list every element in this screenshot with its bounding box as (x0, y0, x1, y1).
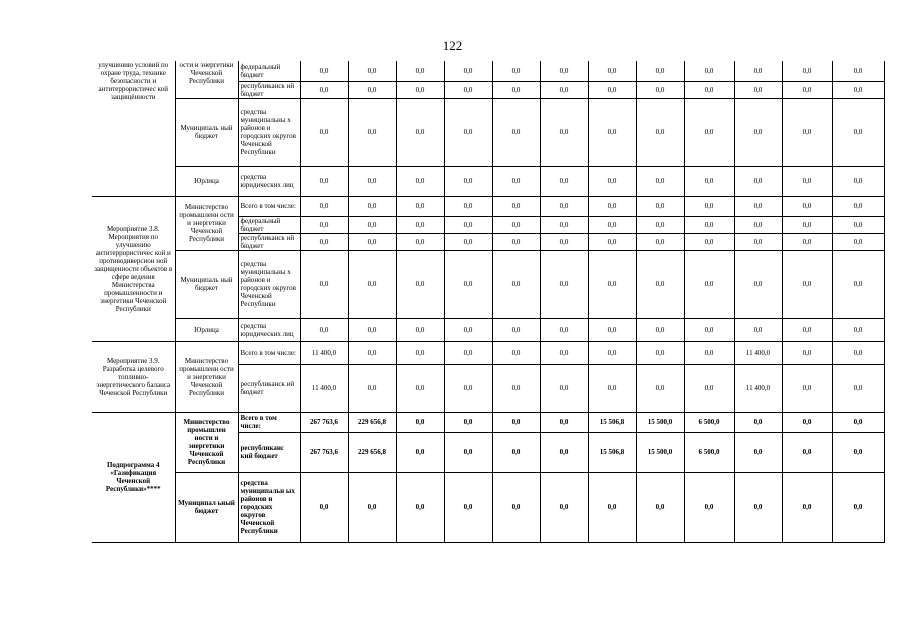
value-cell: 0,0 (444, 412, 492, 432)
value-cell: 0,0 (492, 250, 540, 318)
value-cell: 0,0 (684, 81, 734, 98)
value-cell: 0,0 (444, 472, 492, 542)
value-cell: 0,0 (396, 98, 444, 166)
value-cell: 0,0 (540, 432, 588, 472)
value-cell: 6 500,0 (684, 432, 734, 472)
table-row (92, 250, 884, 318)
value-cell: 0,0 (492, 61, 540, 81)
value-cell: 0,0 (444, 61, 492, 81)
value-cell: 11 400,0 (734, 364, 782, 412)
value-cell: 0,0 (636, 216, 684, 233)
value-cell: 0,0 (588, 364, 636, 412)
value-cell: 0,0 (492, 364, 540, 412)
value-cell: 0,0 (540, 166, 588, 196)
value-cell: 0,0 (540, 61, 588, 81)
value-cell: 6 500,0 (684, 412, 734, 432)
value-cell: 0,0 (636, 318, 684, 341)
activity-cell: Подпрограмма 4 «Газификация Чеченской Республики»**** (92, 412, 175, 542)
value-cell: 0,0 (636, 98, 684, 166)
value-cell: 0,0 (492, 233, 540, 250)
value-cell: 0,0 (444, 364, 492, 412)
value-cell: 0,0 (348, 81, 396, 98)
value-cell: 0,0 (444, 233, 492, 250)
funding-source-cell: средства юридических лиц (238, 166, 300, 196)
value-cell: 0,0 (782, 166, 832, 196)
table-row (92, 196, 884, 216)
value-cell: 0,0 (492, 341, 540, 364)
funding-source-cell: федеральный бюджет (238, 216, 300, 233)
value-cell: 0,0 (832, 196, 884, 216)
value-cell: 0,0 (300, 250, 348, 318)
table-row (92, 472, 884, 542)
value-cell: 0,0 (684, 318, 734, 341)
value-cell: 0,0 (396, 412, 444, 432)
value-cell: 0,0 (684, 341, 734, 364)
value-cell: 0,0 (636, 341, 684, 364)
value-cell: 0,0 (636, 233, 684, 250)
value-cell: 0,0 (348, 472, 396, 542)
value-cell: 0,0 (492, 412, 540, 432)
value-cell: 0,0 (782, 216, 832, 233)
value-cell: 0,0 (540, 81, 588, 98)
executor-cell: Министерство промышленн ости и энергетики Чеченской Республики (175, 196, 238, 250)
value-cell: 0,0 (300, 81, 348, 98)
value-cell: 15 506,8 (588, 432, 636, 472)
value-cell: 0,0 (588, 216, 636, 233)
value-cell: 0,0 (832, 341, 884, 364)
value-cell: 0,0 (348, 196, 396, 216)
value-cell: 0,0 (832, 432, 884, 472)
value-cell: 0,0 (396, 250, 444, 318)
value-cell: 0,0 (540, 341, 588, 364)
value-cell: 0,0 (396, 196, 444, 216)
executor-cell: Муниципаль ный бюджет (175, 250, 238, 318)
funding-source-cell: республиканск ий бюджет (238, 233, 300, 250)
value-cell: 0,0 (832, 472, 884, 542)
value-cell: 0,0 (832, 166, 884, 196)
value-cell: 0,0 (300, 98, 348, 166)
executor-cell: Юрлица (175, 166, 238, 196)
value-cell: 0,0 (444, 318, 492, 341)
value-cell: 15 506,8 (588, 412, 636, 432)
value-cell: 15 500,0 (636, 432, 684, 472)
value-cell: 0,0 (782, 432, 832, 472)
executor-cell: Министерство промышленн ости и энергетики Чеченской Республики (175, 341, 238, 412)
value-cell: 0,0 (832, 216, 884, 233)
value-cell: 0,0 (396, 341, 444, 364)
value-cell: 0,0 (684, 166, 734, 196)
value-cell: 0,0 (832, 364, 884, 412)
value-cell: 0,0 (540, 196, 588, 216)
value-cell: 229 656,8 (348, 432, 396, 472)
value-cell: 11 400,0 (300, 364, 348, 412)
value-cell: 0,0 (832, 81, 884, 98)
value-cell: 267 763,6 (300, 412, 348, 432)
value-cell: 0,0 (492, 472, 540, 542)
funding-source-cell: Всего в том числе: (238, 196, 300, 216)
value-cell: 0,0 (832, 250, 884, 318)
value-cell: 0,0 (782, 233, 832, 250)
value-cell: 11 400,0 (734, 341, 782, 364)
value-cell: 0,0 (636, 61, 684, 81)
value-cell: 0,0 (396, 61, 444, 81)
value-cell: 0,0 (832, 61, 884, 81)
value-cell: 0,0 (588, 250, 636, 318)
value-cell: 0,0 (684, 233, 734, 250)
value-cell: 0,0 (734, 432, 782, 472)
value-cell: 0,0 (782, 472, 832, 542)
value-cell: 0,0 (782, 341, 832, 364)
value-cell: 0,0 (300, 61, 348, 81)
value-cell: 0,0 (734, 166, 782, 196)
value-cell: 0,0 (636, 472, 684, 542)
value-cell: 0,0 (684, 216, 734, 233)
activity-cell: улучшению условий по охране труда, технике безопасности и антитеррористичес кой защищённости (92, 61, 175, 196)
value-cell: 0,0 (782, 196, 832, 216)
table-row (92, 318, 884, 341)
value-cell: 0,0 (348, 98, 396, 166)
value-cell: 0,0 (832, 412, 884, 432)
value-cell: 0,0 (684, 61, 734, 81)
value-cell: 0,0 (492, 166, 540, 196)
value-cell: 0,0 (782, 61, 832, 81)
value-cell: 0,0 (636, 364, 684, 412)
value-cell: 0,0 (396, 432, 444, 472)
value-cell: 0,0 (588, 98, 636, 166)
value-cell: 0,0 (540, 318, 588, 341)
value-cell: 0,0 (782, 81, 832, 98)
value-cell: 0,0 (588, 81, 636, 98)
value-cell: 0,0 (444, 432, 492, 472)
executor-cell: ости и энергетики Чеченской Республики (175, 61, 238, 98)
value-cell: 0,0 (540, 233, 588, 250)
funding-source-cell: Всего в том числе: (238, 412, 300, 432)
value-cell: 0,0 (348, 364, 396, 412)
value-cell: 0,0 (300, 166, 348, 196)
value-cell: 0,0 (734, 81, 782, 98)
value-cell: 0,0 (492, 216, 540, 233)
value-cell: 0,0 (300, 196, 348, 216)
value-cell: 267 763,6 (300, 432, 348, 472)
value-cell: 0,0 (444, 81, 492, 98)
funding-source-cell: Всего в том числе: (238, 341, 300, 364)
value-cell: 0,0 (300, 472, 348, 542)
value-cell: 0,0 (734, 61, 782, 81)
value-cell: 0,0 (348, 216, 396, 233)
value-cell: 0,0 (396, 233, 444, 250)
value-cell: 0,0 (348, 318, 396, 341)
value-cell: 0,0 (636, 81, 684, 98)
value-cell: 0,0 (492, 432, 540, 472)
value-cell: 0,0 (684, 364, 734, 412)
value-cell: 0,0 (782, 318, 832, 341)
value-cell: 0,0 (588, 341, 636, 364)
page-number: 122 (442, 38, 463, 53)
value-cell: 0,0 (540, 98, 588, 166)
value-cell: 0,0 (444, 166, 492, 196)
value-cell: 0,0 (588, 166, 636, 196)
value-cell: 0,0 (444, 196, 492, 216)
value-cell: 0,0 (734, 216, 782, 233)
value-cell: 0,0 (684, 98, 734, 166)
funding-source-cell: средства муниципальн ых районов и городских округов Чеченской Республики (238, 472, 300, 542)
value-cell: 0,0 (300, 233, 348, 250)
table-row (92, 412, 884, 432)
value-cell: 0,0 (734, 196, 782, 216)
value-cell: 0,0 (540, 472, 588, 542)
value-cell: 0,0 (444, 250, 492, 318)
funding-source-cell: средства юридических лиц (238, 318, 300, 341)
value-cell: 0,0 (348, 166, 396, 196)
executor-cell: Муниципал ьный бюджет (175, 472, 238, 542)
value-cell: 229 656,8 (348, 412, 396, 432)
value-cell: 0,0 (588, 472, 636, 542)
value-cell: 0,0 (782, 412, 832, 432)
value-cell: 0,0 (444, 341, 492, 364)
table-row (92, 61, 884, 81)
value-cell: 0,0 (684, 250, 734, 318)
value-cell: 0,0 (734, 233, 782, 250)
funding-source-cell: средства муниципальны х районов и городских округов Чеченской Республики (238, 250, 300, 318)
value-cell: 0,0 (832, 98, 884, 166)
value-cell: 0,0 (636, 196, 684, 216)
value-cell: 0,0 (396, 364, 444, 412)
activity-cell: Мероприятие 3.8. Мероприятия по улучшению антитеррористичес кой и противодиверсион ной защищенности объектов в сфере ведения Министерства промышленности и энергетики Чеченской Республики (92, 196, 175, 341)
value-cell: 0,0 (734, 412, 782, 432)
value-cell: 0,0 (348, 233, 396, 250)
funding-source-cell: республиканск ий бюджет (238, 364, 300, 412)
table-row (92, 166, 884, 196)
value-cell: 0,0 (300, 318, 348, 341)
table-row (92, 341, 884, 364)
value-cell: 0,0 (684, 196, 734, 216)
value-cell: 0,0 (782, 98, 832, 166)
funding-source-cell: республиканс кий бюджет (238, 432, 300, 472)
value-cell: 0,0 (492, 196, 540, 216)
value-cell: 11 400,0 (300, 341, 348, 364)
value-cell: 15 500,0 (636, 412, 684, 432)
funding-source-cell: средства муниципальны х районов и городских округов Чеченской Республики (238, 98, 300, 166)
value-cell: 0,0 (492, 81, 540, 98)
executor-cell: Муниципаль ный бюджет (175, 98, 238, 166)
value-cell: 0,0 (540, 250, 588, 318)
value-cell: 0,0 (782, 250, 832, 318)
funding-source-cell: федеральный бюджет (238, 61, 300, 81)
value-cell: 0,0 (734, 318, 782, 341)
value-cell: 0,0 (832, 233, 884, 250)
value-cell: 0,0 (396, 318, 444, 341)
value-cell: 0,0 (492, 98, 540, 166)
executor-cell: Юрлица (175, 318, 238, 341)
value-cell: 0,0 (734, 98, 782, 166)
value-cell: 0,0 (540, 216, 588, 233)
value-cell: 0,0 (588, 318, 636, 341)
value-cell: 0,0 (588, 61, 636, 81)
value-cell: 0,0 (734, 250, 782, 318)
value-cell: 0,0 (492, 318, 540, 341)
executor-cell: Министерство промышлен ности и энергетики Чеченской Республики (175, 412, 238, 472)
table-row (92, 98, 884, 166)
value-cell: 0,0 (588, 196, 636, 216)
value-cell: 0,0 (300, 216, 348, 233)
value-cell: 0,0 (782, 364, 832, 412)
budget-table (92, 61, 885, 543)
value-cell: 0,0 (684, 472, 734, 542)
value-cell: 0,0 (734, 472, 782, 542)
value-cell: 0,0 (636, 166, 684, 196)
value-cell: 0,0 (444, 216, 492, 233)
value-cell: 0,0 (588, 233, 636, 250)
value-cell: 0,0 (444, 98, 492, 166)
funding-source-cell: республиканск ий бюджет (238, 81, 300, 98)
value-cell: 0,0 (348, 341, 396, 364)
value-cell: 0,0 (832, 318, 884, 341)
value-cell: 0,0 (396, 216, 444, 233)
value-cell: 0,0 (636, 250, 684, 318)
value-cell: 0,0 (396, 166, 444, 196)
value-cell: 0,0 (396, 81, 444, 98)
value-cell: 0,0 (540, 364, 588, 412)
value-cell: 0,0 (540, 412, 588, 432)
activity-cell: Мероприятие 3.9. Разработка целевого топливно-энергетического баланса Чеченской Республики (92, 341, 175, 412)
value-cell: 0,0 (348, 250, 396, 318)
value-cell: 0,0 (348, 61, 396, 81)
value-cell: 0,0 (396, 472, 444, 542)
